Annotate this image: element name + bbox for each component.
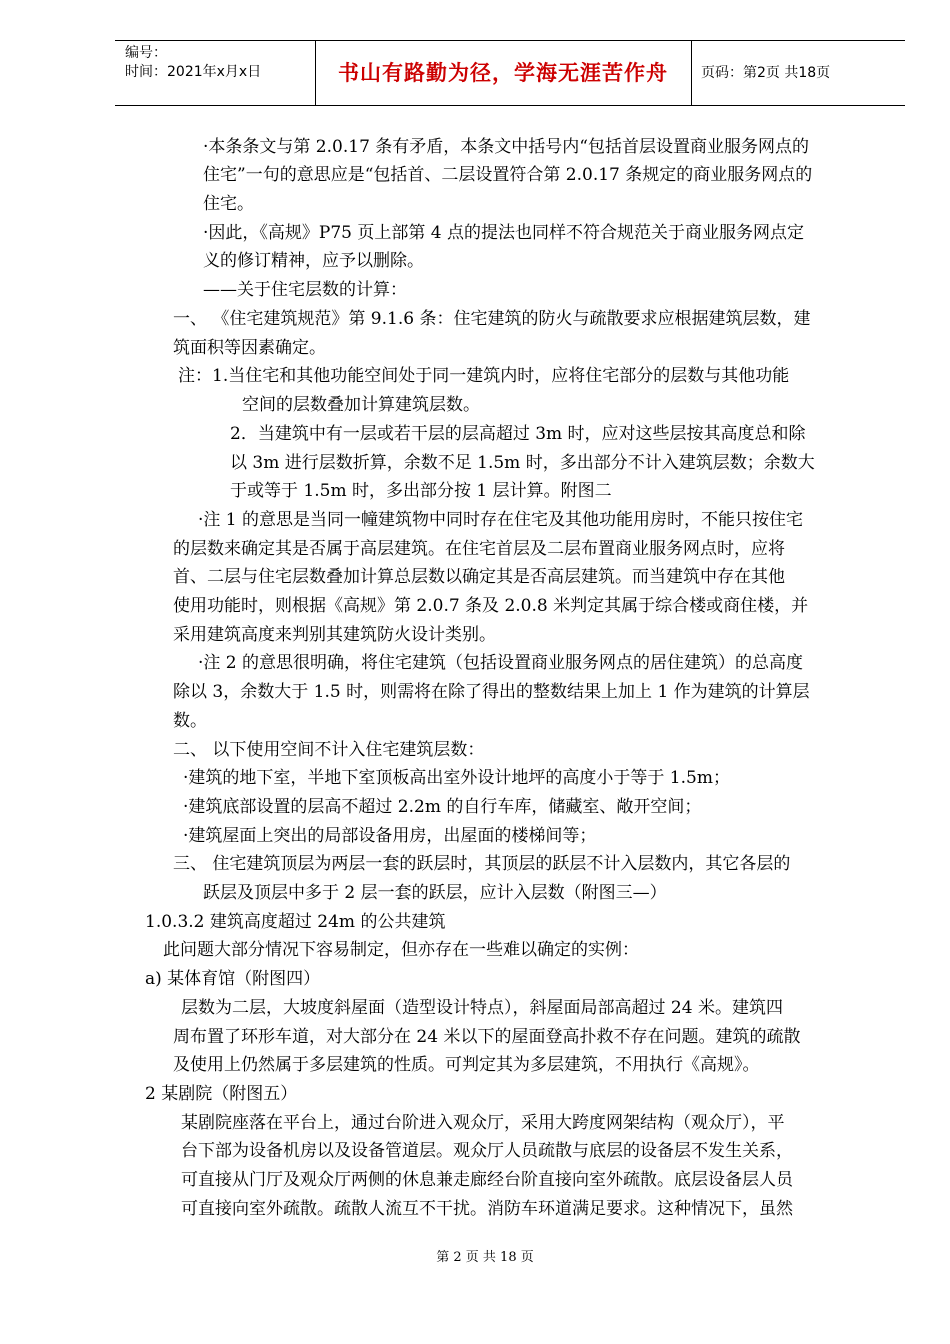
text-line: 2 某剧院（附图五） (145, 1084, 298, 1104)
header-divider-left (315, 40, 316, 106)
text-line: 可直接向室外疏散。疏散人流互不干扰。消防车环道满足要求。这种情况下，虽然 (181, 1199, 793, 1219)
text-line: 住宅”一句的意思应是“包括首、二层设置符合第 2.0.17 条规定的商业服务网点的 (203, 165, 813, 185)
document-number-label: 编号： (125, 45, 167, 61)
text-line: 空间的层数叠加计算建筑层数。 (242, 395, 480, 415)
text-line: 及使用上仍然属于多层建筑的性质。可判定其为多层建筑，不用执行《高规》。 (173, 1055, 760, 1075)
text-line: 数。 (173, 711, 207, 731)
text-line: 2．当建筑中有一层或若干层的层高超过 3m 时，应对这些层按其高度总和除 (230, 424, 806, 444)
text-line: 1.0.3.2 建筑高度超过 24m 的公共建筑 (145, 912, 446, 932)
text-line: 跃层及顶层中多于 2 层一套的跃层，应计入层数（附图三—） (203, 883, 667, 903)
text-line: 一、 《住宅建筑规范》第 9.1.6 条：住宅建筑的防火与疏散要求应根据建筑层数，建 (173, 309, 811, 329)
text-line: 除以 3，余数大于 1.5 时，则需将在除了得出的整数结果上加上 1 作为建筑的计算层 (173, 682, 810, 702)
header-meta (125, 44, 261, 82)
text-line: 采用建筑高度来判别其建筑防火设计类别。 (173, 625, 496, 645)
text-line: a) 某体育馆（附图四） (145, 969, 321, 989)
text-line: 注：1.当住宅和其他功能空间处于同一建筑内时，应将住宅部分的层数与其他功能 (178, 366, 790, 386)
text-line: ·本条条文与第 2.0.17 条有矛盾，本条文中括号内“包括首层设置商业服务网点的 (203, 137, 809, 157)
text-line: 可直接从门厅及观众厅两侧的休息兼走廊经台阶直接向室外疏散。底层设备层人员 (181, 1170, 793, 1190)
text-line: ·注 1 的意思是当同一幢建筑物中同时存在住宅及其他功能用房时，不能只按住宅 (198, 510, 804, 530)
text-line: 于或等于 1.5m 时，多出部分按 1 层计算。附图二 (230, 481, 612, 501)
text-line: 的层数来确定其是否属于高层建筑。在住宅首层及二层布置商业服务网点时，应将 (173, 539, 785, 559)
header-page-info: 页码：第2页 共18页 (701, 65, 831, 81)
text-line: 层数为二层，大坡度斜屋面（造型设计特点），斜屋面局部高超过 24 米。建筑四 (181, 998, 783, 1018)
text-line: 周布置了环形车道，对大部分在 24 米以下的屋面登高扑救不存在问题。建筑的疏散 (173, 1027, 801, 1047)
text-line: ——关于住宅层数的计算： (203, 280, 407, 300)
text-line: 住宅。 (203, 194, 254, 214)
text-line: 首、二层与住宅层数叠加计算总层数以确定其是否高层建筑。而当建筑中存在其他 (173, 567, 785, 587)
document-time-label: 时间：2021年x月x日 (125, 64, 262, 80)
header-motto: 书山有路勤为径，学海无涯苦作舟 (338, 60, 668, 85)
text-line: 某剧院座落在平台上，通过台阶进入观众厅，采用大跨度网架结构（观众厅），平 (181, 1113, 785, 1133)
text-line: ·建筑底部设置的层高不超过 2.2m 的自行车库，储藏室、敞开空间； (183, 797, 702, 817)
text-line: ·建筑屋面上突出的局部设备用房，出屋面的楼梯间等； (183, 826, 597, 846)
text-line: 使用功能时，则根据《高规》第 2.0.7 条及 2.0.8 米判定其属于综合楼或商住楼，并 (173, 596, 809, 616)
text-line: ·注 2 的意思很明确，将住宅建筑（包括设置商业服务网点的居住建筑）的总高度 (198, 653, 804, 673)
header-divider-right (691, 40, 692, 106)
text-line: ·因此，《高规》P75 页上部第 4 点的提法也同样不符合规范关于商业服务网点定 (203, 223, 804, 243)
text-line: ·建筑的地下室，半地下室顶板高出室外设计地坪的高度小于等于 1.5m； (183, 768, 730, 788)
text-line: 筑面积等因素确定。 (173, 338, 326, 358)
page-header (115, 40, 905, 106)
text-line: 台下部为设备机房以及设备管道层。观众厅人员疏散与底层的设备层不发生关系， (181, 1141, 793, 1161)
text-line: 二、 以下使用空间不计入住宅建筑层数： (173, 740, 485, 760)
text-line: 此问题大部分情况下容易制定，但亦存在一些难以确定的实例： (163, 940, 639, 960)
text-line: 义的修订精神，应予以删除。 (203, 251, 424, 271)
text-line: 以 3m 进行层数折算，余数不足 1.5m 时，多出部分不计入建筑层数；余数大 (230, 453, 815, 473)
text-line: 三、 住宅建筑顶层为两层一套的跃层时，其顶层的跃层不计入层数内，其它各层的 (173, 854, 791, 874)
page-footer: 第 2 页 共 18 页 (436, 1250, 534, 1265)
